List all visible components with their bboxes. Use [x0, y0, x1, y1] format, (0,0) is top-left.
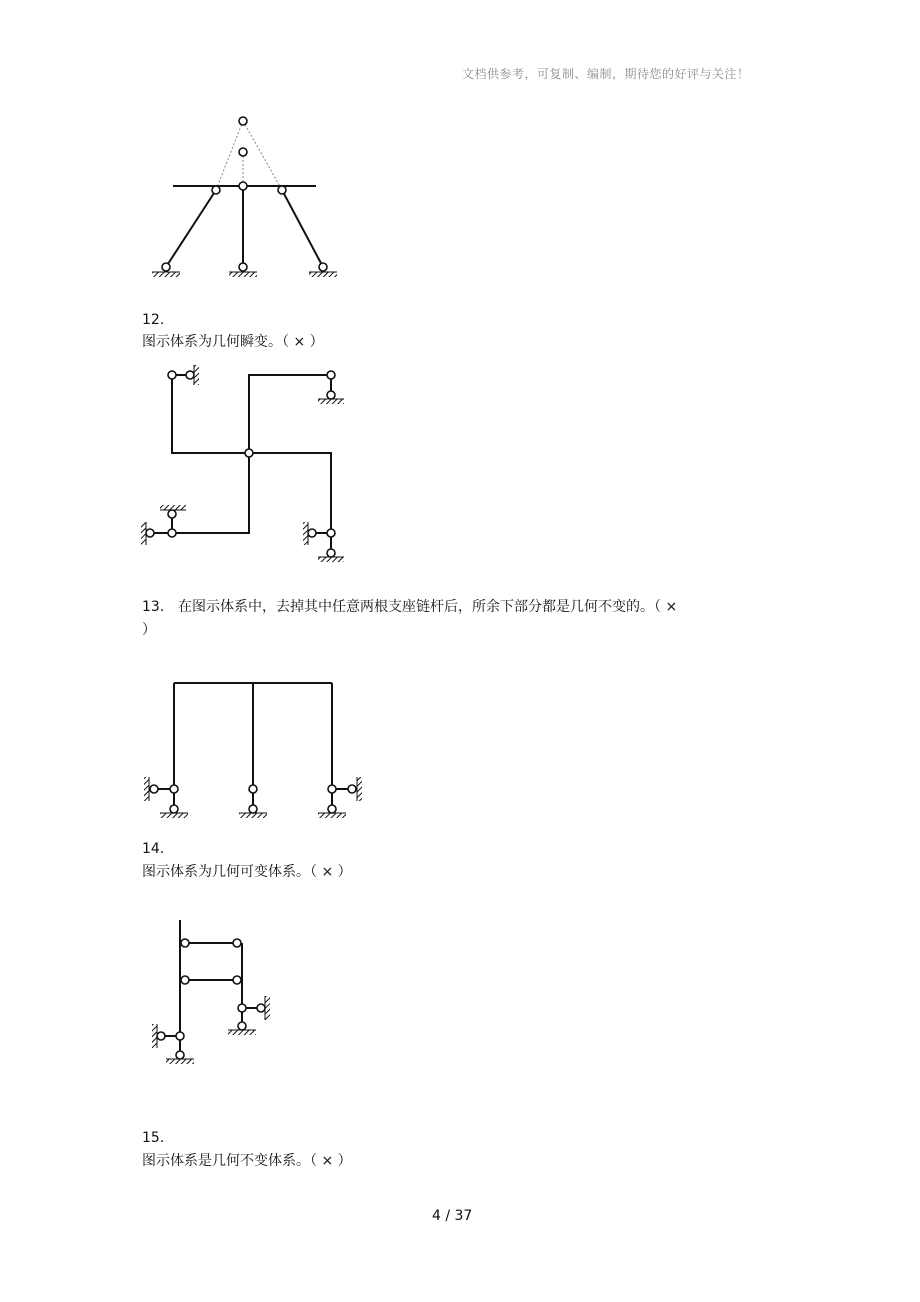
question-13-text: 在图示体系中，去掉其中任意两根支座链杆后，所余下部分都是几何不变的。（ × [178, 599, 678, 615]
question-14-text: 图示体系为几何可变体系。（ × ） [142, 864, 352, 880]
question-12-number: 12. [142, 312, 165, 328]
question-14-number: 14. [142, 841, 165, 857]
page-number: 4 / 37 [432, 1208, 473, 1224]
question-12-text: 图示体系为几何瞬变。（ × ） [142, 334, 324, 350]
question-15-text: 图示体系是几何不变体系。（ × ） [142, 1153, 352, 1169]
question-15-number: 15. [142, 1130, 165, 1146]
header-note: 文档供参考，可复制、编制，期待您的好评与关注！ [462, 67, 750, 81]
question-13-text-cont: ） [142, 622, 156, 638]
question-13-number: 13. [142, 599, 165, 615]
